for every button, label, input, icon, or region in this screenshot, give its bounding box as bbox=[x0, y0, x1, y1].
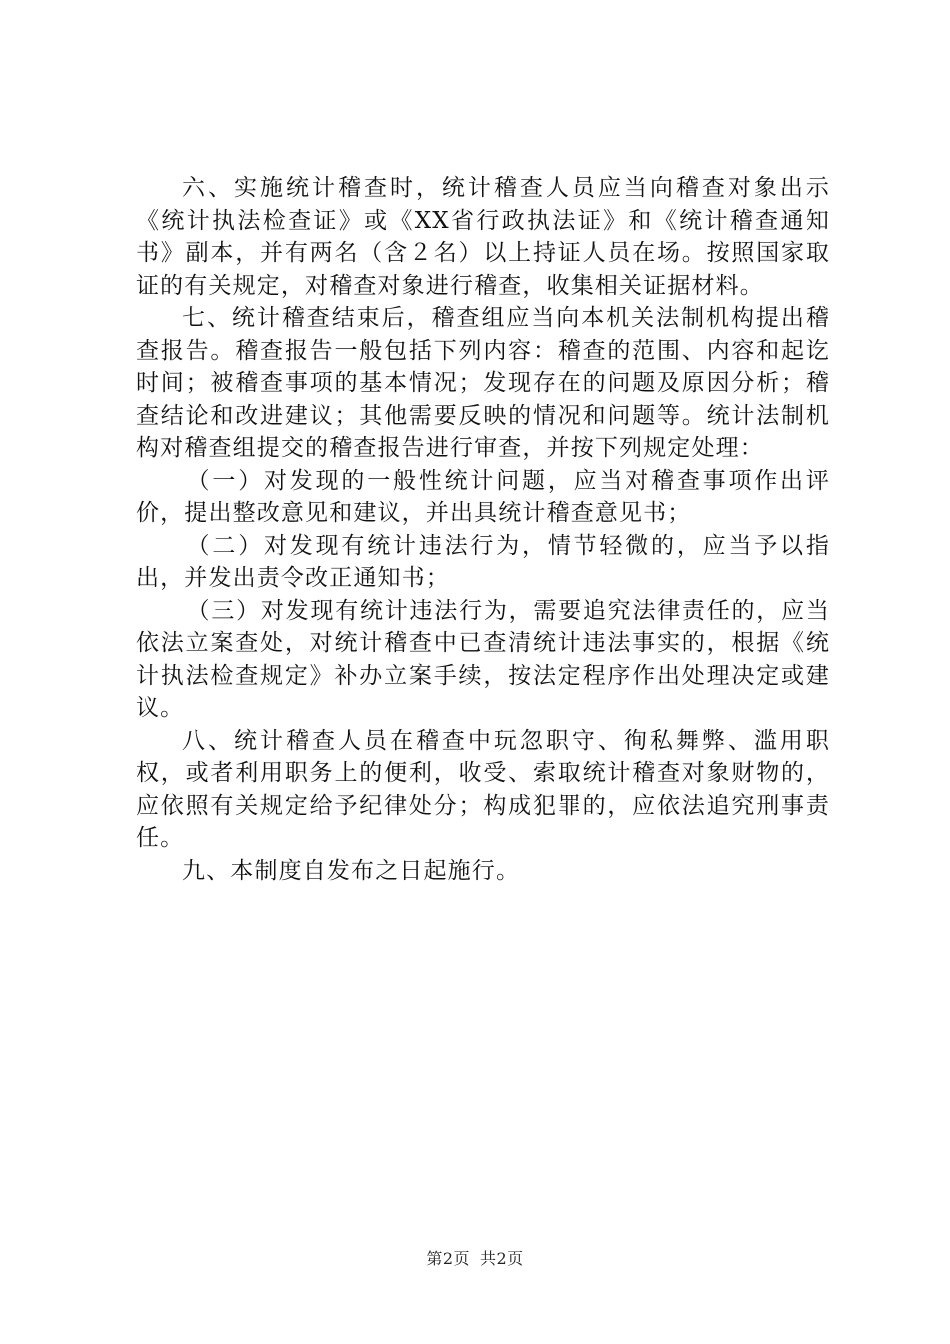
paragraph-article-7: 七、统计稽查结束后，稽查组应当向本机关法制机构提出稽查报告。稽查报告一般包括下列内容：稽查的范围、内容和起讫时间；被稽查事项的基本情况；发现存在的问题及原因分析；稽查结论和改进建议；其他需要反映的情况和问题等。统计法制机构对稽查组提交的稽查报告进行审查，并按下列规定处理： bbox=[136, 305, 830, 461]
paragraph-item-1: （一）对发现的一般性统计问题，应当对稽查事项作出评价，提出整改意见和建议，并出具统计稽查意见书； bbox=[136, 467, 830, 526]
paragraph-item-2: （二）对发现有统计违法行为，情节轻微的，应当予以指出，并发出责令改正通知书； bbox=[136, 532, 830, 591]
paragraph-item-3: （三）对发现有统计违法行为，需要追究法律责任的，应当依法立案查处，对统计稽查中已查清统计违法事实的，根据《统计执法检查规定》补办立案手续，按法定程序作出处理决定或建议。 bbox=[136, 597, 830, 721]
paragraph-article-9: 九、本制度自发布之日起施行。 bbox=[182, 857, 521, 884]
paragraph-article-6: 六、实施统计稽查时，统计稽查人员应当向稽查对象出示《统计执法检查证》或《XX省行政执法证》和《统计稽查通知书》副本，并有两名（含２名）以上持证人员在场。按照国家取证的有关规定，对稽查对象进行稽查，收集相关证据材料。 bbox=[136, 175, 830, 299]
page-footer bbox=[0, 1246, 950, 1269]
page-number: 第2页 bbox=[426, 1249, 470, 1268]
page-total: 共2页 bbox=[480, 1249, 524, 1268]
document-body bbox=[136, 172, 830, 887]
paragraph-article-8: 八、统计稽查人员在稽查中玩忽职守、徇私舞弊、滥用职权，或者利用职务上的便利，收受、索取统计稽查对象财物的，应依照有关规定给予纪律处分；构成犯罪的，应依法追究刑事责任。 bbox=[136, 727, 830, 851]
